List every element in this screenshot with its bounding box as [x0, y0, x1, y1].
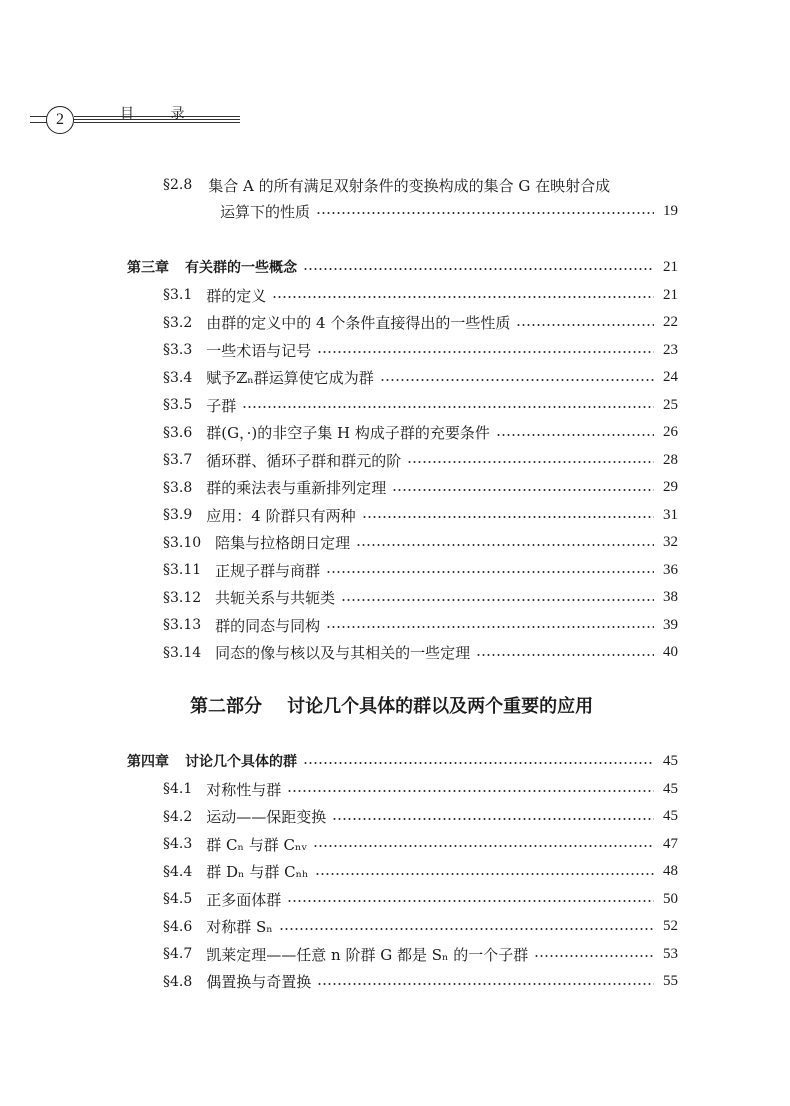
page-ref: 21 [663, 286, 678, 303]
section-title: 群的定义 [206, 286, 267, 305]
section-number: §4.6 [163, 918, 193, 935]
page-ref: 53 [663, 945, 678, 962]
section-number: §3.3 [163, 342, 193, 358]
section-number: §4.5 [163, 891, 193, 907]
page-ref: 28 [663, 451, 678, 468]
toc-section-entry [163, 941, 678, 967]
section-number: §3.1 [163, 287, 193, 303]
page-ref: 24 [663, 369, 678, 385]
section-title: 循环群、循环子群和群元的阶 [206, 451, 402, 470]
page-ref: 21 [663, 258, 678, 275]
toc-chapter-3 [127, 254, 678, 280]
dot-leader [326, 568, 654, 576]
chapter-title: 讨论几个具体的群 [185, 754, 297, 770]
toc-section-entry [163, 365, 678, 391]
page-ref: 29 [663, 479, 678, 495]
page-ref: 38 [663, 589, 678, 605]
section-number: §4.3 [163, 836, 193, 852]
chapter-title: 有关群的一些概念 [185, 260, 297, 276]
dot-leader [341, 596, 654, 604]
section-title: 偶置换与奇置换 [206, 973, 312, 991]
page-ref: 48 [663, 863, 678, 879]
dot-leader [534, 952, 654, 960]
section-number: §3.10 [163, 534, 202, 551]
section-title: 一些术语与记号 [206, 341, 312, 360]
toc-section-entry [163, 969, 678, 995]
section-number: §3.8 [163, 479, 193, 496]
page-ref: 52 [663, 918, 678, 934]
dot-leader [303, 265, 654, 273]
page-ref: 31 [663, 506, 678, 523]
section-number: §3.6 [163, 424, 193, 441]
section-number: §4.4 [163, 863, 193, 880]
section-title: 群的乘法表与重新排列定理 [206, 479, 387, 497]
toc-section-entry [163, 475, 678, 501]
section-number: §4.2 [163, 808, 193, 825]
section-title: 群 Dₙ 与群 Cₙₕ [206, 863, 309, 881]
dot-leader [332, 815, 654, 823]
page-ref: 55 [663, 973, 678, 989]
section-title: 对称性与群 [206, 780, 282, 799]
section-number: §3.2 [163, 314, 193, 331]
section-title: 子群 [206, 396, 237, 415]
section-title: 正多面体群 [206, 890, 282, 909]
section-number: §4.1 [163, 781, 193, 797]
section-title: 凯莱定理——任意 n 阶群 G 都是 Sₙ 的一个子群 [206, 945, 529, 964]
dot-leader [516, 321, 654, 329]
toc-section-entry [163, 502, 678, 528]
page-ref: 22 [663, 314, 678, 330]
section-number: §3.9 [163, 507, 193, 523]
section-number: §3.11 [163, 562, 202, 578]
toc-section-entry [163, 282, 678, 308]
section-title: 应用：4 阶群只有两种 [206, 506, 356, 525]
page-ref: 36 [663, 561, 678, 578]
page-ref: 50 [663, 890, 678, 907]
toc-section-entry [163, 640, 678, 666]
toc-section-entry [163, 310, 678, 336]
toc-section-entry [163, 585, 678, 611]
dot-leader [326, 623, 654, 631]
toc-section-entry [163, 776, 678, 802]
dot-leader [392, 486, 654, 494]
header-title: 目 录 [120, 106, 201, 122]
toc-section-entry [163, 392, 678, 418]
dot-leader [356, 541, 654, 549]
toc-entry-2-8-line1 [163, 172, 678, 198]
page-ref: 32 [663, 534, 678, 550]
section-number: §3.7 [163, 452, 193, 468]
section-number: §3.13 [163, 617, 202, 633]
page-ref: 23 [663, 341, 678, 358]
page-ref: 19 [663, 202, 678, 219]
part-heading [190, 692, 593, 718]
page-number-badge: 2 [46, 106, 74, 134]
running-header [0, 104, 790, 136]
section-title: 运动——保距变换 [206, 808, 327, 826]
toc-entry-2-8-line2 [220, 198, 678, 224]
section-number: §3.5 [163, 397, 193, 413]
dot-leader [380, 376, 654, 384]
section-title: 陪集与拉格朗日定理 [215, 534, 351, 552]
dot-leader [279, 925, 654, 933]
section-number: §4.8 [163, 973, 193, 990]
section-number: §4.7 [163, 946, 193, 962]
section-title: 集合 A 的所有满足双射条件的变换构成的集合 G 在映射合成 [208, 176, 611, 195]
section-number: §3.12 [163, 589, 202, 606]
dot-leader [407, 458, 654, 466]
toc-section-entry [163, 557, 678, 583]
section-number: §2.8 [163, 177, 193, 193]
dot-leader [313, 842, 654, 850]
page-ref: 47 [663, 835, 678, 852]
toc-section-entry [163, 886, 678, 912]
dot-leader [496, 431, 654, 439]
toc-section-entry [163, 420, 678, 446]
section-title: 群 Cₙ 与群 Cₙᵥ [206, 835, 308, 854]
page-ref: 45 [663, 752, 678, 769]
section-title: 赋予ℤₙ群运算使它成为群 [206, 369, 374, 387]
toc-section-entry [163, 447, 678, 473]
page-ref: 45 [663, 780, 678, 797]
dot-leader [317, 980, 654, 988]
section-number: §3.4 [163, 369, 193, 386]
section-number: §3.14 [163, 644, 202, 661]
page-ref: 26 [663, 424, 678, 440]
toc-section-entry [163, 612, 678, 638]
dot-leader [272, 293, 654, 301]
dot-leader [287, 897, 654, 905]
page-ref: 39 [663, 616, 678, 633]
toc-section-entry [163, 337, 678, 363]
section-title: 共轭关系与共轭类 [215, 589, 336, 607]
toc-chapter-4 [127, 748, 678, 774]
page-ref: 40 [663, 644, 678, 660]
dot-leader [317, 348, 654, 356]
page-ref: 25 [663, 396, 678, 413]
dot-leader [315, 870, 654, 878]
dot-leader [242, 403, 654, 411]
dot-leader [303, 759, 654, 767]
section-title-cont: 运算下的性质 [220, 202, 311, 221]
section-title: 同态的像与核以及与其相关的一些定理 [215, 644, 471, 662]
toc-section-entry [163, 831, 678, 857]
section-title: 群(G，·)的非空子集 H 构成子群的充要条件 [206, 424, 490, 442]
dot-leader [316, 209, 654, 217]
dot-leader [362, 513, 654, 521]
page-ref: 45 [663, 808, 678, 824]
chapter-label: 第三章 [127, 260, 169, 276]
toc-section-entry [163, 804, 678, 830]
section-title: 正规子群与商群 [215, 561, 321, 580]
part-label: 第二部分 [190, 696, 262, 717]
dot-leader [287, 787, 654, 795]
toc-section-entry [163, 530, 678, 556]
dot-leader [476, 651, 654, 659]
chapter-label: 第四章 [127, 754, 169, 770]
section-title: 对称群 Sₙ [206, 918, 273, 936]
toc-section-entry [163, 914, 678, 940]
section-title: 群的同态与同构 [215, 616, 321, 635]
part-title: 讨论几个具体的群以及两个重要的应用 [287, 696, 594, 717]
section-title: 由群的定义中的 4 个条件直接得出的一些性质 [206, 314, 511, 332]
toc-section-entry [163, 859, 678, 885]
